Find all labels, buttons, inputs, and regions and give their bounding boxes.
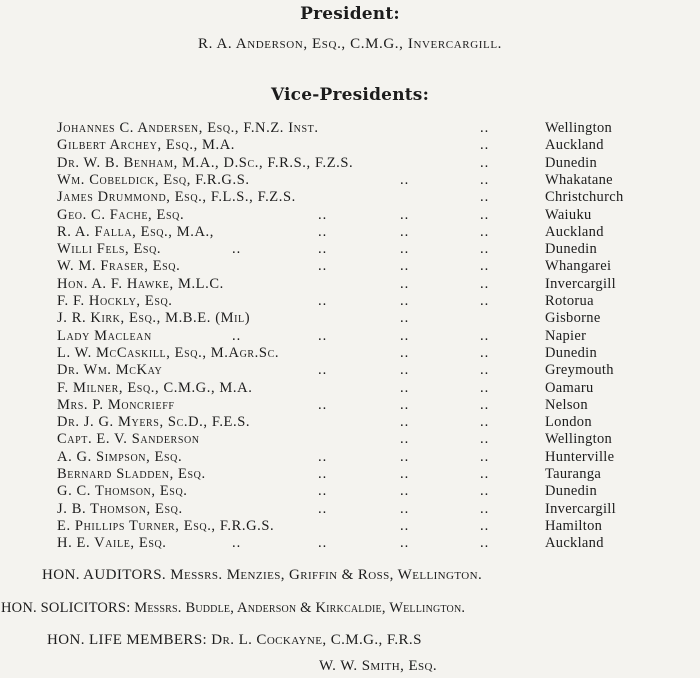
- leader-dots: ..: [480, 362, 490, 379]
- leader-dots: ..: [318, 223, 328, 240]
- vice-president-row: [0, 535, 700, 552]
- leader-dots: ..: [318, 206, 328, 223]
- leader-dots: ..: [400, 535, 410, 552]
- vice-president-row: [0, 224, 700, 241]
- leader-dots: ..: [318, 241, 328, 258]
- leader-dots: ..: [480, 535, 490, 552]
- vice-president-place: Nelson: [545, 396, 588, 413]
- vice-president-name: Johannes C. Andersen, Esq., F.N.Z. Inst.: [57, 120, 319, 136]
- leader-dots: ..: [318, 293, 328, 309]
- hon-solicitors-line: [1, 600, 465, 617]
- leader-dots: ..: [400, 379, 410, 396]
- leader-dots: ..: [400, 362, 410, 379]
- leader-dots: ..: [400, 258, 410, 275]
- leader-dots: ..: [400, 344, 410, 361]
- vice-president-place: Whakatane: [545, 171, 613, 188]
- vice-president-name: J. R. Kirk, Esq., M.B.E. (Mil): [57, 310, 251, 327]
- vice-president-row: [0, 120, 700, 137]
- vice-president-place: Dunedin: [545, 483, 598, 500]
- leader-dots: ..: [480, 120, 490, 136]
- leader-dots: ..: [480, 206, 490, 223]
- vice-president-place: Tauranga: [545, 466, 602, 482]
- leader-dots: ..: [480, 154, 490, 171]
- vice-president-name: Dr. J. G. Myers, Sc.D., F.E.S.: [57, 414, 251, 431]
- vice-president-row: [0, 276, 700, 293]
- vice-president-place: Dunedin: [545, 344, 598, 361]
- vice-president-place: Oamaru: [545, 379, 594, 396]
- hon-life-members-label: HON. LIFE MEMBERS:: [47, 632, 208, 648]
- vice-president-place: Wellington: [545, 120, 613, 136]
- vice-president-row: [0, 241, 700, 258]
- leader-dots: ..: [400, 431, 410, 448]
- vice-president-name: Dr. W. B. Benham, M.A., D.Sc., F.R.S., F.Z.S.: [57, 154, 354, 171]
- vice-president-place: Napier: [545, 327, 587, 344]
- vice-president-row: [0, 310, 700, 327]
- leader-dots: ..: [480, 293, 490, 309]
- vice-president-name: Lady Maclean: [57, 327, 152, 344]
- vice-president-row: [0, 466, 700, 483]
- hon-auditors-line: [42, 567, 482, 584]
- leader-dots: ..: [480, 327, 490, 344]
- vice-president-row: [0, 293, 700, 310]
- vice-president-place: Wellington: [545, 431, 613, 448]
- vice-president-place: Dunedin: [545, 154, 598, 171]
- leader-dots: ..: [400, 448, 410, 465]
- vice-president-name: A. G. Simpson, Esq.: [57, 448, 183, 465]
- leader-dots: ..: [232, 535, 242, 552]
- leader-dots: ..: [400, 466, 410, 482]
- vice-president-name: Dr. Wm. McKay: [57, 362, 163, 379]
- leader-dots: ..: [480, 414, 490, 431]
- vice-president-place: Greymouth: [545, 362, 614, 379]
- leader-dots: ..: [400, 327, 410, 344]
- leader-dots: ..: [400, 206, 410, 223]
- vice-president-name: Hon. A. F. Hawke, M.L.C.: [57, 275, 224, 292]
- hon-auditors-label: HON. AUDITORS.: [42, 567, 167, 583]
- vice-president-row: [0, 137, 700, 154]
- vice-president-place: London: [545, 414, 592, 431]
- vice-president-row: [0, 449, 700, 466]
- vice-president-row: [0, 207, 700, 224]
- vice-president-place: Invercargill: [545, 275, 616, 292]
- vice-president-name: G. C. Thomson, Esq.: [57, 483, 188, 500]
- leader-dots: ..: [480, 431, 490, 448]
- leader-dots: ..: [400, 241, 410, 258]
- vice-president-name: Wm. Cobeldick, Esq, F.R.G.S.: [57, 171, 250, 188]
- vice-president-place: Auckland: [545, 535, 604, 552]
- leader-dots: ..: [400, 517, 410, 534]
- vice-president-row: [0, 414, 700, 431]
- leader-dots: ..: [400, 223, 410, 240]
- leader-dots: ..: [318, 362, 328, 379]
- hon-solicitors-label: HON. SOLICITORS:: [1, 600, 131, 616]
- vice-president-row: [0, 172, 700, 189]
- vice-president-name: Capt. E. V. Sanderson: [57, 431, 200, 448]
- vice-president-place: Hamilton: [545, 517, 603, 534]
- leader-dots: ..: [400, 310, 410, 327]
- leader-dots: ..: [318, 258, 328, 275]
- vice-president-name: W. M. Fraser, Esq.: [57, 258, 181, 275]
- leader-dots: ..: [480, 483, 490, 500]
- vice-president-place: Invercargill: [545, 500, 616, 517]
- vice-president-row: [0, 345, 700, 362]
- vice-president-place: Waiuku: [545, 206, 592, 223]
- vice-president-name: H. E. Vaile, Esq.: [57, 535, 167, 552]
- vice-president-name: Geo. C. Fache, Esq.: [57, 206, 185, 223]
- leader-dots: ..: [400, 483, 410, 500]
- vice-president-place: Christchurch: [545, 189, 624, 206]
- hon-life-members-line: [47, 632, 422, 649]
- leader-dots: ..: [480, 396, 490, 413]
- vice-president-name: E. Phillips Turner, Esq., F.R.G.S.: [57, 517, 275, 534]
- vice-president-name: L. W. McCaskill, Esq., M.Agr.Sc.: [57, 344, 280, 361]
- vice-president-name: F. Milner, Esq., C.M.G., M.A.: [57, 379, 253, 396]
- vice-president-name: James Drummond, Esq., F.L.S., F.Z.S.: [57, 189, 296, 206]
- leader-dots: ..: [480, 137, 490, 154]
- hon-life-member-2-line: W. W. Smith, Esq.: [319, 658, 438, 674]
- leader-dots: ..: [480, 171, 490, 188]
- leader-dots: ..: [480, 500, 490, 517]
- leader-dots: ..: [318, 500, 328, 517]
- vice-president-row: [0, 380, 700, 397]
- vice-president-place: Hunterville: [545, 448, 615, 465]
- hon-life-member-1: Dr. L. Cockayne, C.M.G., F.R.S: [211, 632, 422, 648]
- leader-dots: ..: [400, 171, 410, 188]
- leader-dots: ..: [480, 344, 490, 361]
- vice-president-row: [0, 328, 700, 345]
- vice-president-row: [0, 258, 700, 275]
- vice-president-place: Rotorua: [545, 293, 594, 309]
- leader-dots: ..: [480, 379, 490, 396]
- president-line: R. A. Anderson, Esq., C.M.G., Invercargill.: [197, 36, 502, 52]
- leader-dots: ..: [400, 275, 410, 292]
- leader-dots: ..: [480, 241, 490, 258]
- hon-auditors-text: Messrs. Menzies, Griffin & Ross, Wellington.: [170, 567, 483, 583]
- president-heading: President:: [300, 4, 400, 24]
- leader-dots: ..: [318, 448, 328, 465]
- vice-presidents-heading: Vice-Presidents:: [270, 85, 430, 105]
- leader-dots: ..: [318, 535, 328, 552]
- leader-dots: ..: [318, 466, 328, 482]
- vice-president-row: [0, 155, 700, 172]
- leader-dots: ..: [400, 293, 410, 309]
- vice-president-name: Willi Fels, Esq.: [57, 241, 162, 258]
- leader-dots: ..: [480, 223, 490, 240]
- vice-president-name: R. A. Falla, Esq., M.A.,: [57, 223, 214, 240]
- leader-dots: ..: [480, 275, 490, 292]
- vice-president-row: [0, 483, 700, 500]
- leader-dots: ..: [480, 517, 490, 534]
- vice-president-name: Gilbert Archey, Esq., M.A.: [57, 137, 236, 154]
- hon-solicitors-text: Messrs. Buddle, Anderson & Kirkcaldie, Wellington.: [134, 600, 466, 616]
- leader-dots: ..: [400, 396, 410, 413]
- vice-president-name: F. F. Hockly, Esq.: [57, 293, 173, 309]
- vice-president-name: J. B. Thomson, Esq.: [57, 500, 183, 517]
- leader-dots: ..: [480, 189, 490, 206]
- vice-president-row: [0, 362, 700, 379]
- leader-dots: ..: [232, 327, 242, 344]
- leader-dots: ..: [480, 448, 490, 465]
- vice-president-place: Whangarei: [545, 258, 612, 275]
- vice-president-name: Mrs. P. Moncrieff: [57, 396, 175, 413]
- vice-president-place: Gisborne: [545, 310, 601, 327]
- leader-dots: ..: [400, 500, 410, 517]
- leader-dots: ..: [232, 241, 242, 258]
- vice-president-row: [0, 518, 700, 535]
- vice-president-row: [0, 431, 700, 448]
- leader-dots: ..: [318, 327, 328, 344]
- leader-dots: ..: [480, 258, 490, 275]
- leader-dots: ..: [318, 483, 328, 500]
- vice-president-row: [0, 189, 700, 206]
- vice-president-row: [0, 501, 700, 518]
- leader-dots: ..: [318, 396, 328, 413]
- vice-president-place: Auckland: [545, 223, 604, 240]
- vice-president-row: [0, 397, 700, 414]
- leader-dots: ..: [480, 466, 490, 482]
- vice-president-place: Auckland: [545, 137, 604, 154]
- vice-president-name: Bernard Sladden, Esq.: [57, 466, 206, 482]
- leader-dots: ..: [400, 414, 410, 431]
- vice-president-place: Dunedin: [545, 241, 598, 258]
